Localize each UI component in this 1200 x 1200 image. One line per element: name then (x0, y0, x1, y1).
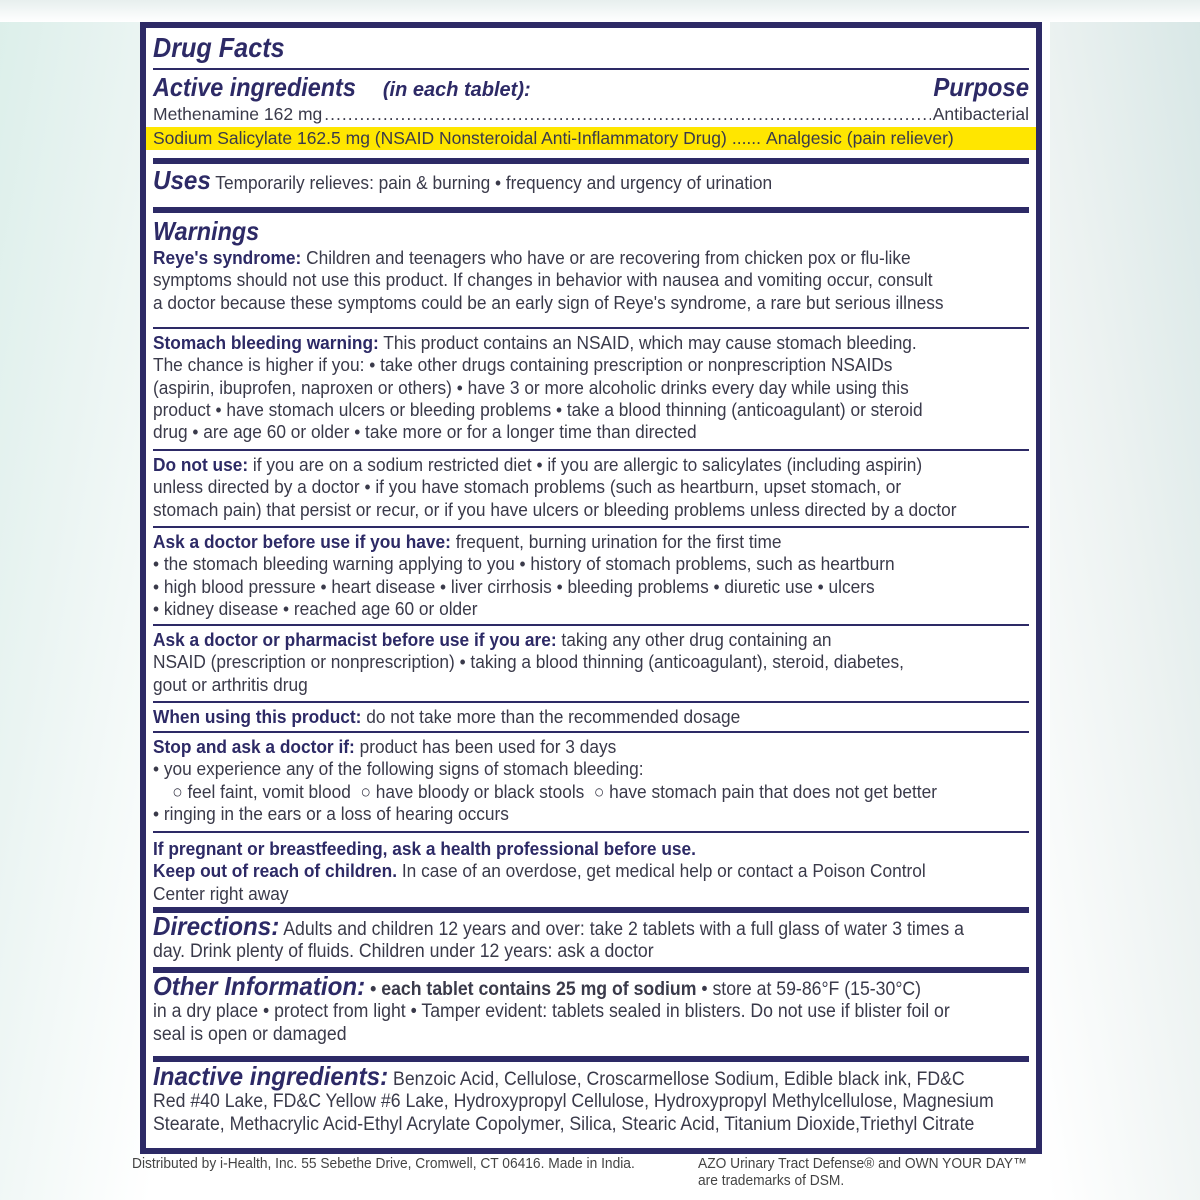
warning-text: The chance is higher if you: • take other drugs containing prescription or nonprescription NSAIDs (153, 354, 893, 376)
warning-label: When using this product: (153, 706, 362, 727)
warning-text: symptoms should not use this product. If changes in behavior with nausea and vomiting occur, consult (153, 269, 933, 291)
dot-leader: ...... (731, 128, 762, 149)
warnings-heading: Warnings (153, 216, 260, 246)
warning-text: drug • are age 60 or older • take more or for a longer time than directed (153, 421, 697, 443)
warning-text: gout or arthritis drug (153, 673, 308, 695)
warning-text: (aspirin, ibuprofen, naproxen or others) • have 3 or more alcoholic drinks every day while using this (153, 376, 909, 398)
warning-text: • high blood pressure • heart disease • liver cirrhosis • bleeding problems • diuretic use • ulcers (153, 575, 875, 597)
ingredient-name: Methenamine 162 mg (153, 104, 323, 124)
warning-text: a doctor because these symptoms could be an early sign of Reye's syndrome, a rare but serious illness (153, 291, 944, 313)
dot-leader (324, 103, 930, 125)
directions-section (153, 913, 1029, 973)
stop-and-ask-block (153, 733, 1029, 833)
drug-facts-title: Drug Facts (153, 32, 285, 63)
trademark-note (698, 1156, 1027, 1190)
drug-facts-panel (140, 22, 1042, 1154)
other-information-text: in a dry place • protect from light • Tamper evident: tablets sealed in blisters. Do not use if blister foil or (153, 1001, 950, 1023)
warning-label: Stop and ask a doctor if: (153, 736, 355, 757)
trademark-line: are trademarks of DSM. (698, 1173, 845, 1189)
warning-label: Reye's syndrome: (153, 247, 302, 268)
warning-text: This product contains an NSAID, which may cause stomach bleeding. (383, 332, 917, 353)
ingredient-row (153, 103, 1029, 125)
keep-out-text: Center right away (153, 882, 289, 904)
other-information-text: • store at 59-86°F (15-30°C) (696, 979, 922, 1000)
ask-doctor-block (153, 528, 1029, 626)
warning-text: ○ feel faint, vomit blood ○ have bloody or black stools ○ have stomach pain that does not get better (153, 780, 937, 802)
ingredient-row-highlighted (146, 127, 1036, 149)
pregnancy-keep-out-block (153, 833, 1029, 913)
warning-label: Do not use: (153, 454, 249, 475)
stomach-bleeding-block (153, 329, 1029, 451)
ingredient-name: Sodium Salicylate 162.5 mg (NSAID Nonsteroidal Anti-Inflammatory Drug) (153, 128, 727, 149)
inactive-ingredients-text: Benzoic Acid, Cellulose, Croscarmellose Sodium, Edible black ink, FD&C (388, 1069, 965, 1090)
inactive-ingredients-section (153, 1062, 1029, 1136)
warning-label: Stomach bleeding warning: (153, 332, 379, 353)
inactive-ingredients-heading: Inactive ingredients: (153, 1061, 389, 1091)
uses-text: Temporarily relieves: pain & burning • frequency and urgency of urination (215, 172, 773, 193)
pregnancy-warning: If pregnant or breastfeeding, ask a health professional before use. (153, 838, 696, 859)
directions-text: day. Drink plenty of fluids. Children under 12 years: ask a doctor (153, 941, 654, 963)
active-ingredients-heading: Active ingredients (153, 72, 356, 102)
sodium-content: • each tablet contains 25 mg of sodium (365, 979, 697, 1000)
other-information-heading: Other Information: (153, 971, 366, 1001)
warning-text: Children and teenagers who have or are recovering from chicken pox or flu-like (306, 247, 911, 268)
keep-out-label: Keep out of reach of children. (153, 860, 398, 882)
do-not-use-block (153, 451, 1029, 528)
warning-text: taking any other drug containing an (556, 629, 832, 650)
uses-section (153, 165, 1029, 213)
other-information-section (153, 973, 1029, 1062)
title-section (153, 28, 1029, 70)
warning-label: Ask a doctor before use if you have: (153, 531, 451, 552)
warning-text: stomach pain) that persist or recur, or if you have ulcers or bleeding problems unless directed by a doctor (153, 498, 957, 520)
inactive-ingredients-text: Stearate, Methacrylic Acid-Ethyl Acrylate Copolymer, Silica, Stearic Acid, Titanium Dioxide,Triethyl Citrate (153, 1113, 975, 1135)
inactive-ingredients-text: Red #40 Lake, FD&C Yellow #6 Lake, Hydroxypropyl Cellulose, Hydroxypropyl Methylcellulose, Magnesium (153, 1091, 994, 1113)
ask-pharmacist-block (153, 626, 1029, 703)
background-top (0, 0, 1200, 22)
warning-text: frequent, burning urination for the first time (455, 531, 782, 552)
warning-text: unless directed by a doctor • if you have stomach problems (such as heartburn, upset stomach, or (153, 476, 902, 498)
ingredient-purpose: Analgesic (pain reliever) (766, 128, 954, 149)
when-using-block (153, 703, 1029, 733)
keep-out-text: In case of an overdose, get medical help or contact a Poison Control (401, 860, 926, 882)
warning-text: if you are on a sodium restricted diet • if you are allergic to salicylates (including aspirin) (252, 454, 923, 475)
other-information-text: seal is open or damaged (153, 1023, 347, 1045)
warnings-reyes-block (153, 213, 1029, 329)
warning-text: NSAID (prescription or nonprescription) • taking a blood thinning (anticoagulant), steroid, diabetes, (153, 651, 904, 673)
active-ingredients-section (153, 70, 1029, 164)
warning-text: • kidney disease • reached age 60 or older (153, 597, 478, 619)
warning-label: Ask a doctor or pharmacist before use if you are: (153, 629, 557, 650)
warning-text: do not take more than the recommended dosage (366, 706, 741, 727)
warning-text: product • have stomach ulcers or bleeding problems • take a blood thinning (anticoagulant) or steroid (153, 398, 923, 420)
warning-text: product has been used for 3 days (354, 736, 617, 757)
warning-text: • you experience any of the following signs of stomach bleeding: (153, 758, 644, 780)
background-left (0, 0, 150, 1200)
warning-text: • ringing in the ears or a loss of hearing occurs (153, 802, 509, 824)
purpose-heading: Purpose (933, 72, 1029, 102)
trademark-line: AZO Urinary Tract Defense® and OWN YOUR DAY™ (698, 1156, 1027, 1172)
active-ingredients-note: (in each tablet): (382, 79, 531, 101)
directions-text: Adults and children 12 years and over: take 2 tablets with a full glass of water 3 times a (283, 919, 964, 940)
directions-heading: Directions: (153, 911, 280, 941)
uses-heading: Uses (153, 165, 211, 195)
warning-text: • the stomach bleeding warning applying to you • history of stomach problems, such as heartburn (153, 553, 895, 575)
ingredient-purpose: Antibacterial (932, 104, 1029, 124)
distributor-note: Distributed by i-Health, Inc. 55 Sebethe Drive, Cromwell, CT 06416. Made in India. (132, 1156, 635, 1172)
background-right (1050, 0, 1200, 1200)
